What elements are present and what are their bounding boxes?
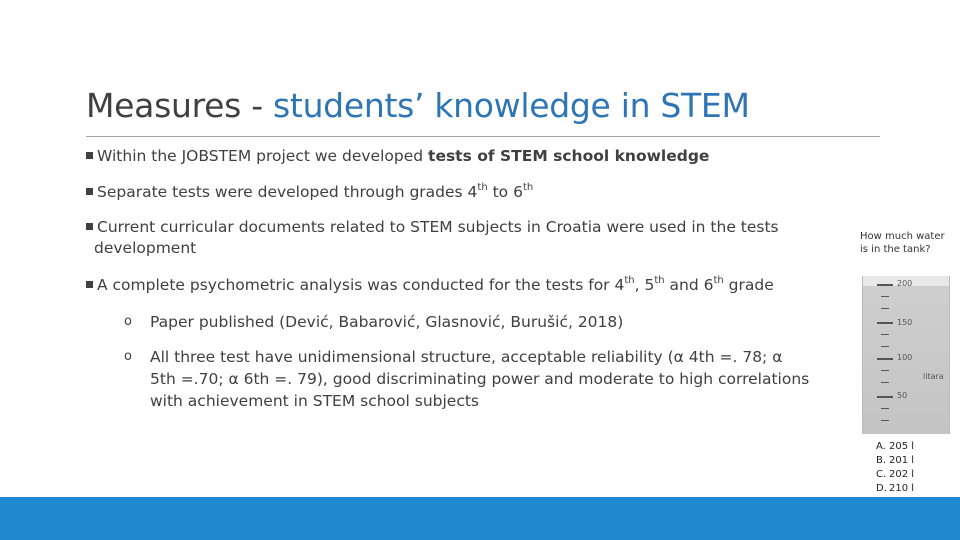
bullet-item: A complete psychometric analysis was conducted for the tests for 4th, 5th and 6th grade [86, 276, 774, 294]
answer-option: B. 201 l [876, 455, 915, 466]
bullet-item: Within the JOBSTEM project we developed tests of STEM school knowledge [86, 147, 709, 165]
answer-option: A. 205 l [876, 441, 915, 452]
bullet-item: Current curricular documents related to STEM subjects in Croatia were used in the tests [86, 218, 779, 236]
scale-tick [877, 358, 893, 360]
scale-tick [881, 296, 889, 297]
square-bullet-icon [86, 223, 93, 230]
scale-label: 50 [897, 391, 908, 400]
figure-question: How much water is in the tank? [860, 231, 945, 255]
scale-tick [881, 370, 889, 371]
scale-tick [881, 346, 889, 347]
title-accent: students’ knowledge in STEM [273, 86, 750, 125]
circle-bullet-icon: o [124, 314, 132, 329]
slide-title [86, 86, 750, 125]
scale-tick [881, 308, 889, 309]
scale-tick [877, 284, 893, 286]
bullet-item-continuation: development [94, 239, 197, 257]
scale-label: 200 [897, 279, 913, 288]
answer-options [876, 440, 914, 496]
answer-option: C. 202 l [876, 469, 915, 480]
bullet-item: Separate tests were developed through grades 4th to 6th [86, 183, 533, 201]
square-bullet-icon [86, 188, 93, 195]
scale-label: 150 [897, 318, 913, 327]
scale-tick [877, 396, 893, 398]
scale-tick [881, 334, 889, 335]
circle-bullet-icon: o [124, 349, 132, 364]
answer-option: D. 210 l [876, 483, 915, 494]
scale-tick [881, 408, 889, 409]
title-divider [86, 136, 880, 137]
unit-label: litara [923, 372, 944, 381]
scale-tick [881, 420, 889, 421]
square-bullet-icon [86, 152, 93, 159]
title-prefix: Measures - [86, 86, 274, 125]
scale-tick [881, 382, 889, 383]
scale-tick [877, 322, 893, 324]
scale-label: 100 [897, 353, 913, 362]
square-bullet-icon [86, 281, 93, 288]
footer-bar [0, 497, 960, 540]
water-tank-illustration [862, 276, 950, 434]
